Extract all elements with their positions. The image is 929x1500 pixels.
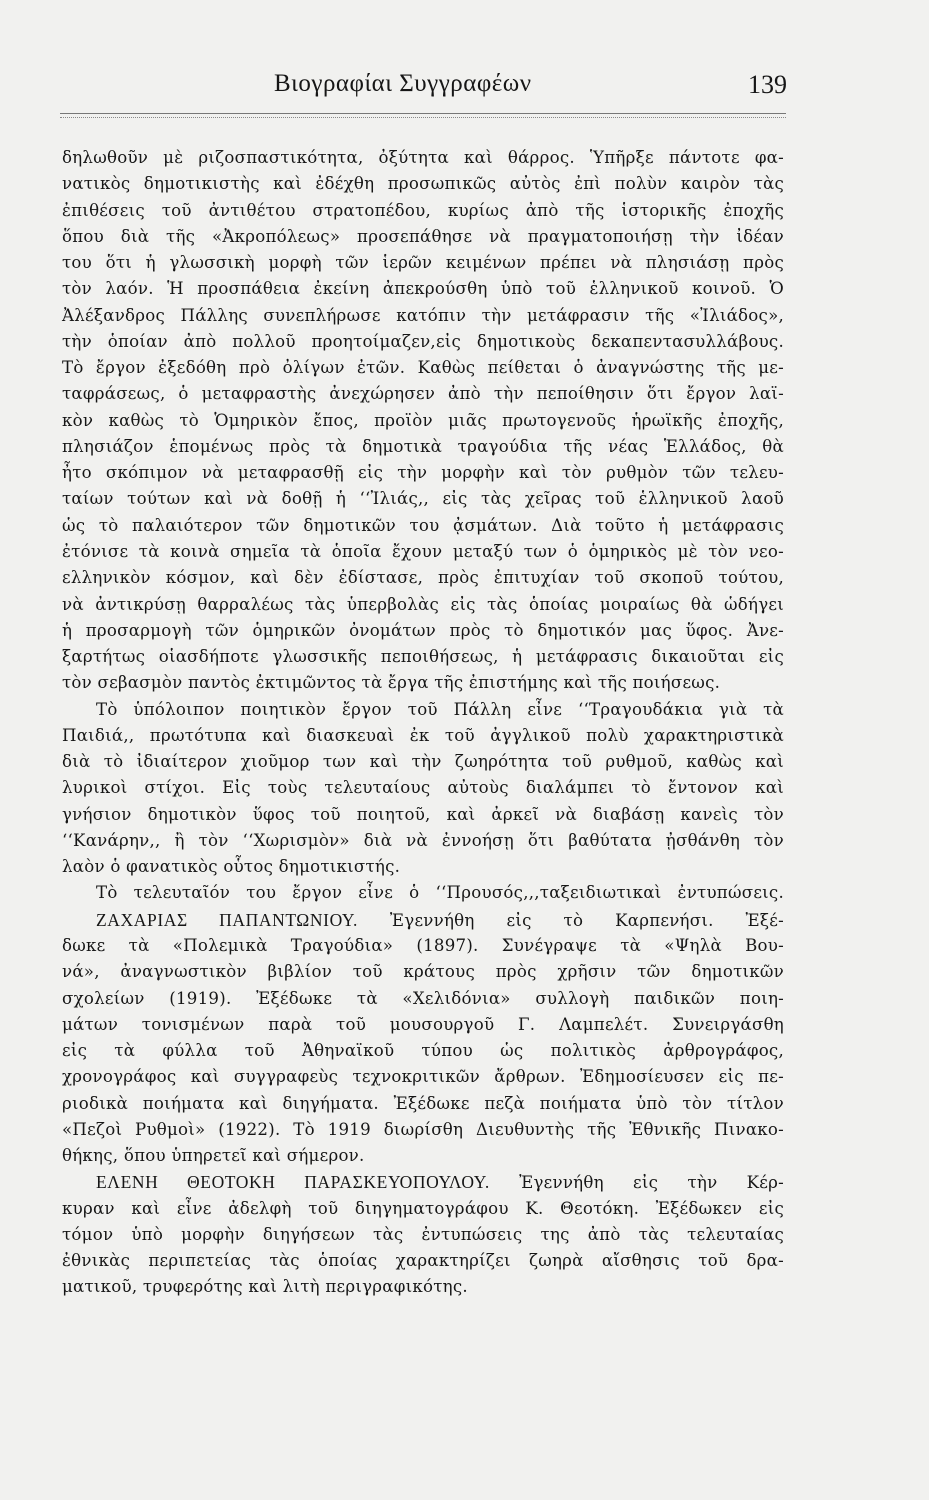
text-line: τὸν λαόν. Ἡ προσπάθεια ἐκείνη ἀπεκρούσθη ὑπὸ τοῦ ἑλληνικοῦ κοινοῦ. Ὁ — [62, 279, 784, 299]
text-line: του ὅτι ἡ γλωσσικὴ μορφὴ τῶν ἱερῶν κειμένων πρέπει νὰ πλησιάσῃ πρὸς — [62, 253, 784, 273]
text-line: ξαρτήτως οἱασδήποτε γλωσσικῆς πεποιθήσεως, ἡ μετάφρασις δικαιοῦται εἰς — [62, 647, 784, 667]
text-line: χρονογράφος καὶ συγγραφεὺς τεχνοκριτικῶν ἄρθρων. Ἐδημοσίευσεν εἰς πε- — [62, 1067, 784, 1087]
page-number: 139 — [748, 70, 787, 99]
text-line: ‘‘Κανάρην,, ἢ τὸν ‘‘Χωρισμὸν» διὰ νὰ ἐννοήσῃ ὅτι βαθύτατα ᾐσθάνθη τὸν — [62, 830, 784, 850]
text-line: ἡ προσαρμογὴ τῶν ὁμηρικῶν ὀνομάτων πρὸς τὸ δημοτικόν μας ὕφος. Ἀνε- — [62, 620, 784, 640]
text-line: κὸν καθὼς τὸ Ὁμηρικὸν ἔπος, προϊὸν μιᾶς πρωτογενοῦς ἡρωϊκῆς ἐποχῆς, — [62, 410, 784, 430]
text-line: ἐθνικὰς περιπετείας τὰς ὁποίας χαρακτηρίζει ζωηρὰ αἴσθησις τοῦ δρα- — [62, 1251, 784, 1271]
text-line: λυρικοὶ στίχοι. Εἰς τοὺς τελευταίους αὐτοὺς διαλάμπει τὸ ἔντονον καὶ — [62, 778, 784, 798]
text-line: δηλωθοῦν μὲ ριζοσπαστικότητα, ὀξύτητα καὶ θάρρος. Ὑπῆρξε πάντοτε φα- — [62, 148, 784, 167]
text-line: πλησιάζον ἑπομένως πρὸς τὰ δημοτικὰ τραγούδια τῆς νέας Ἑλλάδος, θὰ — [62, 436, 784, 456]
text-line: ἐτόνισε τὰ κοινὰ σημεῖα τὰ ὁποῖα ἔχουν μεταξύ των ὁ ὁμηρικὸς μὲ τὸν νεο- — [62, 541, 784, 561]
text-line: ελληνικὸν κόσμον, καὶ δὲν ἐδίστασε, πρὸς ἐπιτυχίαν τοῦ σκοποῦ τούτου, — [62, 568, 784, 588]
text-line: Τὸ ὑπόλοιπον ποιητικὸν ἔργον τοῦ Πάλλη εἶνε ‘‘Τραγουδάκια γιὰ τὰ — [96, 699, 784, 719]
text-line: κυραν καὶ εἶνε ἀδελφὴ τοῦ διηγηματογράφου Κ. Θεοτόκη. Ἐξέδωκεν εἰς — [62, 1198, 784, 1218]
text-line: ταίων τούτων καὶ νὰ δοθῇ ἡ ‘‘Ἰλιάς,, εἰς τὰς χεῖρας τοῦ ἑλληνικοῦ λαοῦ — [62, 489, 784, 509]
text-line: μάτων τονισμένων παρὰ τοῦ μουσουργοῦ Γ. Λαμπελέτ. Συνειργάσθη — [62, 1014, 784, 1034]
text-line: ταφράσεως, ὁ μεταφραστὴς ἀνεχώρησεν ἀπὸ τὴν πεποίθησιν ὅτι ἔργον λαϊ- — [62, 384, 784, 404]
text-line: θήκης, ὅπου ὑπηρετεῖ καὶ σήμερον. — [62, 1146, 365, 1166]
line-text: Ἐγεννήθη εἰς τὴν Κέρ- — [489, 1173, 785, 1193]
author-name-heading: ΕΛΕΝΗ ΘΕΟΤΟΚΗ ΠΑΡΑΣΚΕΥΟΠΟΥΛΟΥ. — [96, 1172, 490, 1193]
text-line: Τὸ ἔργον ἐξεδόθη πρὸ ὀλίγων ἐτῶν. Καθὼς πείθεται ὁ ἀναγνώστης τῆς με- — [62, 358, 784, 378]
author-name-heading: ΖΑΧΑΡΙΑΣ ΠΑΠΑΝΤΩΝΙΟΥ. — [96, 909, 358, 930]
text-line: γνήσιον δημοτικὸν ὕφος τοῦ ποιητοῦ, καὶ ἀρκεῖ νὰ διαβάσῃ κανεὶς τὸν — [62, 804, 784, 824]
text-line: διὰ τὸ ἰδιαίτερον χιοῦμορ των καὶ τὴν ζωηρότητα τοῦ ρυθμοῦ, καθὼς καὶ — [62, 752, 784, 772]
text-line: σχολείων (1919). Ἐξέδωκε τὰ «Χελιδόνια» συλλογὴ παιδικῶν ποιη- — [62, 988, 784, 1008]
text-line: ὅπου διὰ τῆς «Ἀκροπόλεως» προσεπάθησε νὰ πραγματοποιήσῃ τὴν ἰδέαν — [62, 226, 784, 246]
text-line: Παιδιά,, πρωτότυπα καὶ διασκευαὶ ἐκ τοῦ ἀγγλικοῦ πολὺ χαρακτηριστικὰ — [62, 725, 784, 745]
text-line: «Πεζοὶ Ρυθμοὶ» (1922). Τὸ 1919 διωρίσθη Διευθυντὴς τῆς Ἐθνικῆς Πινακο- — [62, 1119, 784, 1139]
header-rule — [60, 113, 786, 118]
running-title: Βιογραφίαι Συγγραφέων — [274, 70, 532, 97]
text-line: εἰς τὰ φύλλα τοῦ Ἀθηναϊκοῦ τύπου ὡς πολιτικὸς ἀρθρογράφος, — [62, 1041, 784, 1061]
text-line: Ἀλέξανδρος Πάλλης συνεπλήρωσε κατόπιν τὴν μετάφρασιν τῆς «Ἰλιάδος», — [62, 305, 784, 325]
text-line: ματικοῦ, τρυφερότης καὶ λιτὴ περιγραφικότης. — [62, 1277, 468, 1297]
text-line: τὴν ὁποίαν ἀπὸ πολλοῦ προητοίμαζεν,εἰς δημοτικοὺς δεκαπεντασυλλάβους. — [62, 331, 784, 351]
text-line — [62, 907, 784, 933]
text-line: λαὸν ὁ φανατικὸς οὗτος δημοτικιστής. — [62, 857, 401, 877]
text-line: τόμον ὑπὸ μορφὴν διηγήσεων τὰς ἐντυπώσεις της ἀπὸ τὰς τελευταίας — [62, 1224, 784, 1244]
running-head — [62, 70, 787, 110]
text-line — [62, 1169, 784, 1195]
text-line: νατικὸς δημοτικιστὴς καὶ ἐδέχθη προσωπικῶς αὐτὸς ἐπὶ πολὺν καιρὸν τὰς — [62, 174, 784, 194]
text-line: νά», ἀναγνωστικὸν βιβλίον τοῦ κράτους πρὸς χρῆσιν τῶν δημοτικῶν — [62, 962, 784, 982]
body-text — [62, 145, 784, 1301]
text-line: ἦτο σκόπιμον νὰ μεταφρασθῇ εἰς τὴν μορφὴν καὶ τὸν ρυθμὸν τῶν τελευ- — [62, 463, 784, 483]
text-line: Τὸ τελευταῖόν του ἔργον εἶνε ὁ ‘‘Προυσός,,,ταξειδιωτικαὶ ἐντυπώσεις. — [96, 883, 784, 903]
text-line: ἐπιθέσεις τοῦ ἀντιθέτου στρατοπέδου, κυρίως ἀπὸ τῆς ἱστορικῆς ἐποχῆς — [62, 200, 784, 220]
text-line: ὡς τὸ παλαιότερον τῶν δημοτικῶν του ᾀσμάτων. Διὰ τοῦτο ἡ μετάφρασις — [62, 515, 784, 535]
text-line: δωκε τὰ «Πολεμικὰ Τραγούδια» (1897). Συνέγραψε τὰ «Ψηλὰ Βου- — [62, 935, 784, 955]
text-line: νὰ ἀντικρύσῃ θαρραλέως τὰς ὑπερβολὰς εἰς τὰς ὁποίας μοιραίως θὰ ὡδήγει — [62, 594, 784, 614]
text-line: ριοδικὰ ποιήματα καὶ διηγήματα. Ἐξέδωκε πεζὰ ποιήματα ὑπὸ τὸν τίτλον — [62, 1093, 784, 1113]
line-text: Ἐγεννήθη εἰς τὸ Καρπενήσι. Ἐξέ- — [357, 910, 784, 930]
text-line: τὸν σεβασμὸν παντὸς ἐκτιμῶντος τὰ ἔργα τῆς ἐπιστήμης καὶ τῆς ποιήσεως. — [62, 673, 721, 693]
